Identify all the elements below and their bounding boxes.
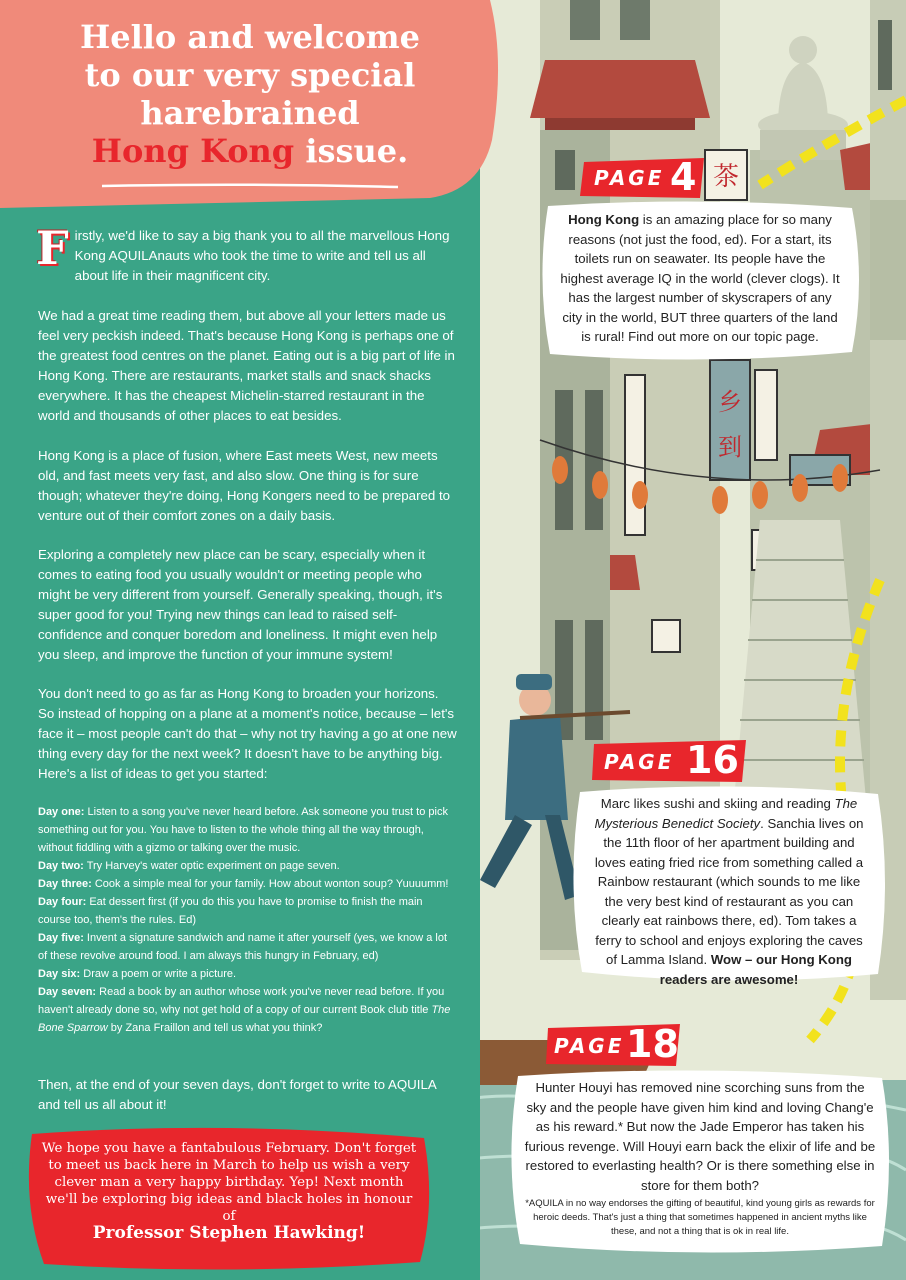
idea-day-three: Day three: Cook a simple meal for your family. How about wonton soup? Yuuuumm!: [38, 878, 449, 890]
page-16-tag: [590, 738, 750, 784]
page-4-bold-lead: Hong Kong: [568, 212, 640, 227]
page-16-text-b: . Sanchia lives on the 11th floor of her apartment building and loves eating fried rice from something called a Rainbow restaurant (which sounds to me like the very best kind of restaurant as you can clearly eat rainbows there, ed). Tom takes a ferry to school and enjoys exploring the caves of Lamma Island.: [594, 815, 864, 967]
closing-body: We hope you have a fantabulous February. Don't forget to meet us back here in March to help us wish a very clever man a very happy birthday. Yep! Next month we'll be exploring big ideas and black holes in honour of: [41, 1141, 417, 1224]
page-16-bold-tail: Wow – our Hong Kong readers are awesome!: [659, 952, 852, 987]
page-4-word: PAGE: [594, 166, 665, 190]
page-16-bubble: [570, 784, 888, 987]
page-18-text: Hunter Houyi has removed nine scorching suns from the sky and the people have given him kind and loving Chang'e as his reward.* But now the Jade Emperor has taken his furious revenge. Will Houyi earn back the elixir of life and be restored to everlasting health? Or is there something else in store for them both?: [524, 1080, 876, 1193]
title-line-3: harebrained: [140, 94, 360, 132]
idea-day-five: Day five: Invent a signature sandwich and name it after yourself (yes, we know a lot of these revolve around food. I am always this hungry in February, ed): [38, 932, 448, 962]
idea-day-two: Day two: Try Harvey's water optic experiment on page seven.: [38, 860, 340, 872]
page-16-italic: The Mysterious Benedict Society: [594, 796, 858, 831]
svg-text:茶: 茶: [712, 162, 740, 192]
page-title: [70, 18, 430, 170]
drop-cap: F: [36, 221, 69, 275]
intro-paragraph-5: You don't need to go as far as Hong Kong to broaden your horizons. So instead of hopping on a plane at a moment's notice, because – let's face it – most people can't do that – why not try having a go at one new thing every day for the next week? It doesn't have to be anything big. Here's a list of ideas to get you started:: [38, 686, 457, 781]
idea-day-seven: Day seven: Read a book by an author whose work you've never read before. If you haven't already done so, why not get hold of a copy of our current Book club title The Bone Sparrow by Zana Fraillon and tell us what you think?: [38, 986, 451, 1034]
page-4-bubble: [540, 200, 860, 360]
intro-p1-text: irstly, we'd like to say a big thank you to all the marvellous Hong Kong AQUILAnauts who took the time to write and tell us all about life in their magnificent city.: [74, 228, 450, 283]
title-line-4: issue.: [294, 132, 409, 170]
page-18-bubble: [508, 1068, 892, 1254]
title-line-1: Hello and welcome: [79, 18, 420, 56]
title-underline: [100, 183, 400, 189]
page-4-text: is an amazing place for so many reasons (not just the food, ed). For a start, its toilets run on seawater. Its people have the highest average IQ in the world (clever clogs). It has the largest number of skyscrapers of any city in the world, BUT three quarters of the land is rural! Find out more on our topic page.: [560, 212, 840, 344]
closing-message: [40, 1140, 418, 1243]
page-18-number: 18: [626, 1022, 679, 1066]
page-4-number: 4: [670, 155, 697, 199]
page-18-tag: [544, 1022, 684, 1068]
page-16-text-a: Marc likes sushi and skiing and reading: [600, 796, 835, 811]
intro-paragraph-1: [36, 221, 458, 286]
idea-day-six: Day six: Draw a poem or write a picture.: [38, 968, 237, 980]
page-16-word: PAGE: [604, 750, 675, 774]
intro-paragraph-4: Exploring a completely new place can be scary, especially when it comes to eating food you usually wouldn't or meeting people who might be very different from yourself. Generally speaking, though, it's super good for you! Trying new things can lead to raised self-confidence and conquer boredom and loneliness. It might even help you sleep, and improve the function of your immune system!: [38, 547, 443, 662]
closing-strong: Professor Stephen Hawking!: [92, 1223, 366, 1243]
svg-text:到: 到: [718, 433, 742, 461]
page-18-word: PAGE: [554, 1034, 625, 1058]
intro-paragraph-3: Hong Kong is a place of fusion, where East meets West, new meets old, and fast meets very fast, and also slow. One thing is for sure though; whatever they're doing, Hong Kongers need to be prepared to venture out of their comfort zones on a daily basis.: [38, 448, 451, 523]
title-line-2: to our very special: [84, 56, 416, 94]
page-18-footnote: *AQUILA in no way endorses the gifting of beautiful, kind young girls as rewards for heroic deeds. That's just a thing that sometimes happened in ancient myths like these, and not a thing that is ok in real life.: [525, 1198, 875, 1237]
svg-text:乡: 乡: [718, 388, 742, 416]
outro-paragraph: Then, at the end of your seven days, don't forget to write to AQUILA and tell us all about it!: [38, 1077, 436, 1112]
page-16-number: 16: [686, 738, 739, 782]
page-4-tag: [578, 156, 708, 200]
idea-day-one: Day one: Listen to a song you've never heard before. Ask someone you trust to pick something out for you. You have to listen to the whole thing all the way through, without fiddling with a gizmo or talking over the music.: [38, 806, 448, 854]
title-highlight: Hong Kong: [91, 132, 295, 170]
ideas-list: [38, 803, 458, 1037]
intro-paragraph-2: We had a great time reading them, but above all your letters made us feel very peckish indeed. That's because Hong Kong is perhaps one of the greatest food centres on the planet. Eating out is a big part of life in Hong Kong. There are restaurants, market stalls and snack shacks everywhere. It has the cheapest Michelin-starred restaurant in the world and thousands of other places to eat besides.: [38, 308, 455, 423]
idea-day-four: Day four: Eat dessert first (if you do this you have to promise to finish the main course too, them's the rules. Ed): [38, 896, 423, 926]
